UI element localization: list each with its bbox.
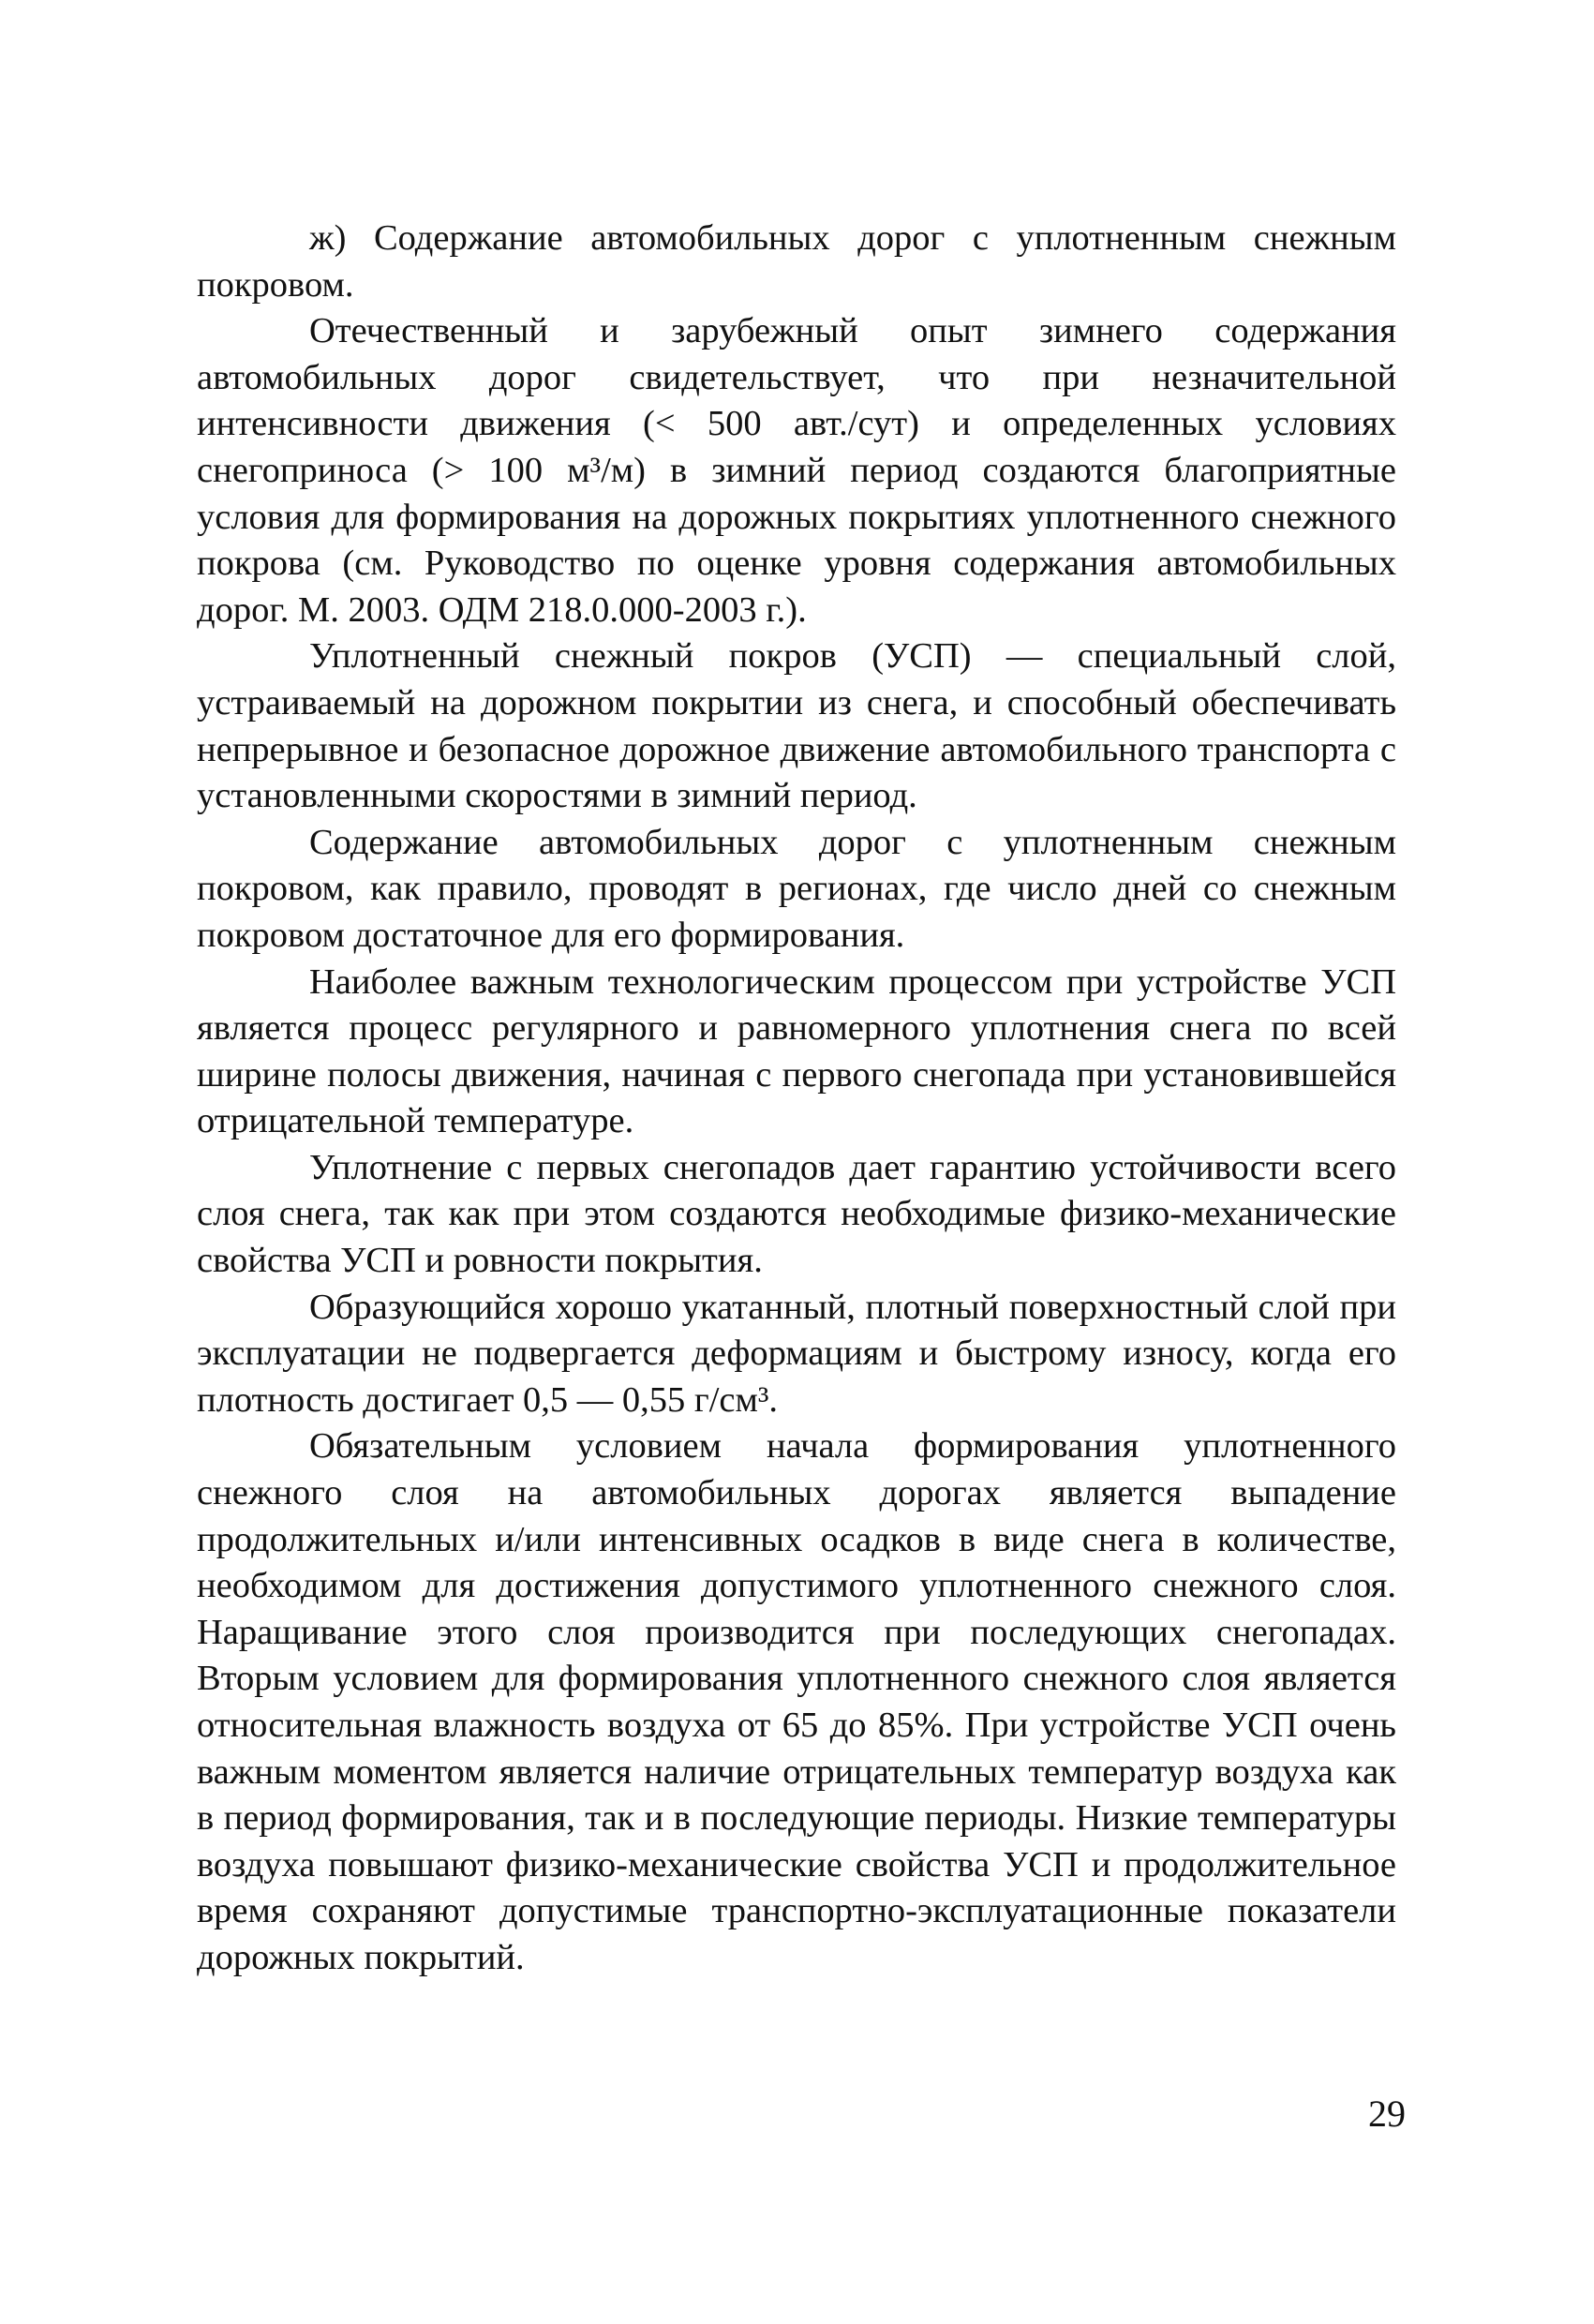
paragraph-conditions: Обязательным условием начала формирования уплотненного снежного слоя на автомобильных дорогах является выпадение продолжительных и/или интенсивных осадков в виде снега в количестве, необходимом для достижения допустимого уплотненного снежного слоя. Наращивание этого слоя производится при последующих снегопадах. Вторым условием для формирования уплотненного снежного слоя является относительная влажность воздуха от 65 до 85%. При устройстве УСП очень важным моментом является наличие отрицательных температур воздуха как в период формирования, так и в последующие периоды. Низкие температуры воздуха повышают физико-механические свойства УСП и продолжительное время сохраняют допустимые транспортно-эксплуатационные показатели дорожных покрытий. [197, 1426, 1396, 1977]
page-number: 29 [1368, 2093, 1406, 2135]
paragraph-experience: Отечественный и зарубежный опыт зимнего содержания автомобильных дорог свидетельствует, что при незначительной интенсивности движения (< 500 авт./сут) и определенных условиях снегоприноса (> 100 м³/м) в зимний период создаются благоприятные условия для формирования на дорожных покрытиях уплотненного снежного покрова (см. Руководство по оценке уровня содержания автомобильных дорог. М. 2003. ОДМ 218.0.000-2003 г.). [197, 311, 1396, 630]
paragraph-regions: Содержание автомобильных дорог с уплотненным снежным покровом, как правило, проводят в регионах, где число дней со снежным покровом достаточное для его формирования. [197, 822, 1396, 955]
paragraph-compaction-process: Наиболее важным технологическим процессом при устройстве УСП является процесс регулярного и равномерного уплотнения снега по всей ширине полосы движения, начиная с первого снегопада при установившейся отрицательной температуре. [197, 961, 1396, 1141]
body-text [197, 216, 1396, 1982]
paragraph-stability: Уплотнение с первых снегопадов дает гарантию устойчивости всего слоя снега, так как при этом создаются необходимые физико-механические свойства УСП и ровности покрытия. [197, 1147, 1396, 1281]
paragraph-item-zh: ж) Содержание автомобильных дорог с уплотненным снежным покровом. [197, 218, 1396, 305]
paragraph-usp-definition: Уплотненный снежный покров (УСП) — специальный слой, устраиваемый на дорожном покрытии из снега, и способный обеспечивать непрерывное и безопасное дорожное движение автомобильного транспорта с установленными скоростями в зимний период. [197, 636, 1396, 816]
paragraph-density: Образующийся хорошо укатанный, плотный поверхностный слой при эксплуатации не подвергается деформациям и быстрому износу, когда его плотность достигает 0,5 — 0,55 г/см³. [197, 1287, 1396, 1420]
